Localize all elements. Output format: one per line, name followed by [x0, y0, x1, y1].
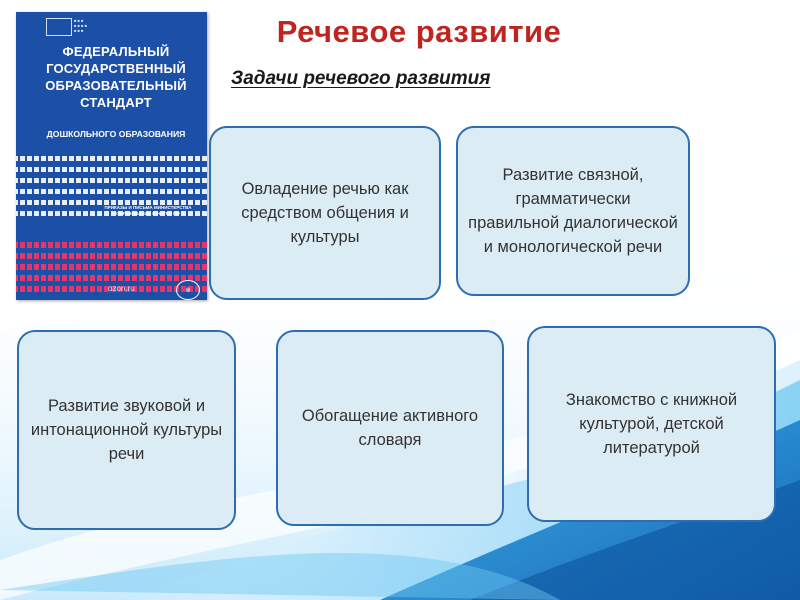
task-card-text: Развитие связной, грамматически правильной диалогической и монологической речи [468, 166, 678, 256]
task-card-book-culture [527, 326, 776, 522]
book-pink-stripe [16, 253, 207, 259]
book-footer: ozon.ru [108, 284, 135, 293]
book-vertical-line [88, 150, 90, 300]
task-card-vocabulary [276, 330, 504, 526]
book-pink-stripe [16, 264, 207, 270]
book-vertical-line [179, 150, 181, 300]
book-white-stripe [16, 156, 207, 161]
book-vertical-line [137, 150, 139, 300]
book-vertical-line [165, 150, 167, 300]
book-vertical-line [109, 150, 111, 300]
book-vertical-line [25, 150, 27, 300]
book-vertical-line [46, 150, 48, 300]
book-vertical-line [60, 150, 62, 300]
book-vertical-line [151, 150, 153, 300]
book-vertical-line [95, 150, 97, 300]
book-pink-stripe [16, 242, 207, 248]
book-logo-caption: ■ ■ ■ ■ ■ ■ ■ ■ ■ ■ [74, 18, 87, 33]
book-white-stripe [16, 178, 207, 183]
book-vertical-line [39, 150, 41, 300]
book-vertical-line [158, 150, 160, 300]
book-vertical-line [74, 150, 76, 300]
book-vertical-line [123, 150, 125, 300]
task-card-text: Знакомство с книжной культурой, детской литературой [565, 391, 738, 457]
book-vertical-line [18, 150, 20, 300]
book-stripes [16, 150, 207, 300]
book-pink-stripe [16, 275, 207, 281]
page-subtitle: Задачи речевого развития [231, 68, 491, 89]
book-vertical-line [81, 150, 83, 300]
task-card-text: Развитие звуковой и интонационной культуры речи [30, 397, 223, 463]
task-card-text: Овладение речью как средством общения и культуры [241, 180, 409, 246]
book-vertical-line [32, 150, 34, 300]
book-white-stripe [16, 189, 207, 194]
task-card-coherent-speech [456, 126, 690, 296]
task-card-communication [209, 126, 441, 300]
book-vertical-line [200, 150, 202, 300]
book-title: ФЕДЕРАЛЬНЫЙ ГОСУДАРСТВЕННЫЙ ОБРАЗОВАТЕЛЬНЫЙ СТАНДАРТ [45, 44, 187, 110]
book-vertical-line [193, 150, 195, 300]
fgos-book-cover [16, 12, 207, 300]
book-vertical-line [144, 150, 146, 300]
task-card-text: Обогащение активного словаря [301, 407, 479, 449]
book-vertical-line [67, 150, 69, 300]
book-subtitle: ДОШКОЛЬНОГО ОБРАЗОВАНИЯ [46, 129, 186, 139]
task-card-sound-culture [17, 330, 236, 530]
book-vertical-line [186, 150, 188, 300]
book-vertical-line [53, 150, 55, 300]
publisher-logo-icon: ◎ [176, 280, 200, 300]
book-vertical-line [116, 150, 118, 300]
book-small-text: ПРИКАЗЫ И ПИСЬМА МИНИСТЕРСТВА ОБРАЗОВАНИЯ И НАУКИ РФ [104, 205, 192, 216]
page-title: Речевое развитие [276, 14, 562, 49]
book-vertical-line [130, 150, 132, 300]
book-vertical-line [172, 150, 174, 300]
book-vertical-line [102, 150, 104, 300]
book-white-stripe [16, 167, 207, 172]
